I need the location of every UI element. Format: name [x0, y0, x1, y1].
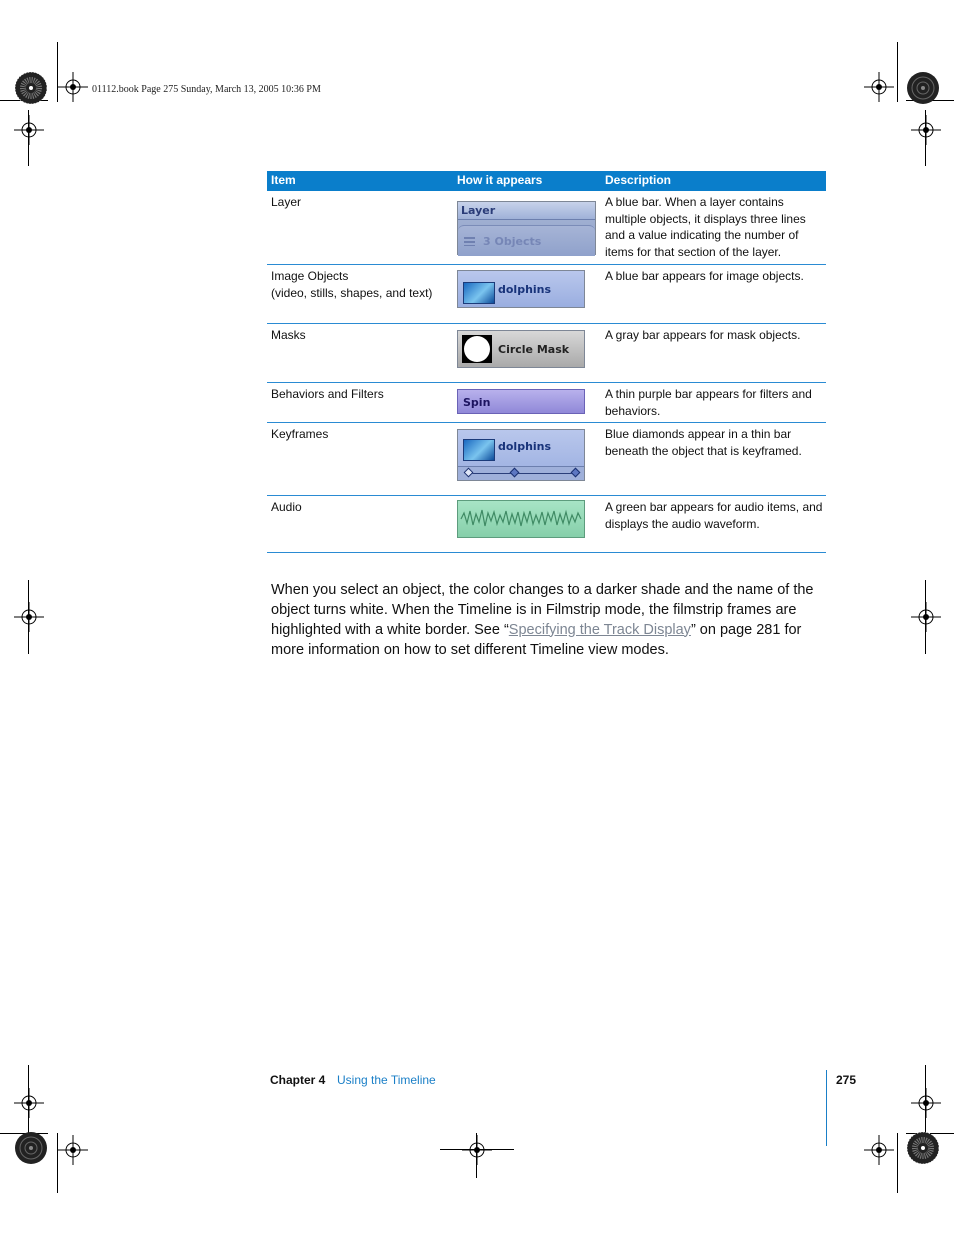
table-row: [267, 265, 826, 324]
track-display-link[interactable]: Specifying the Track Display: [508, 621, 691, 638]
header-item: Item: [271, 173, 296, 187]
registration-mark-icon: [58, 72, 88, 102]
item-title: Image Objects: [271, 269, 349, 283]
footer-chapter: Chapter 4: [270, 1073, 326, 1087]
keyframe-diamond-icon: [464, 468, 474, 478]
print-slug: 01112.book Page 275 Sunday, March 13, 2005 10:36 PM: [92, 84, 321, 95]
dolphin-thumbnail-icon: [463, 439, 495, 461]
header-how-it-appears: How it appears: [457, 173, 543, 187]
bar-sublabel: 3 Objects: [483, 235, 542, 248]
keyframe-diamond-icon: [510, 468, 520, 478]
mask-bar-image: [457, 330, 585, 368]
bar-label: Spin: [463, 396, 491, 409]
item-description: Blue diamonds appear in a thin bar beneath the object that is keyframed.: [605, 427, 802, 458]
three-lines-icon: [464, 237, 475, 246]
starburst-target-icon: [906, 71, 940, 105]
body-paragraph: [271, 580, 831, 660]
audio-waveform-icon: [458, 501, 584, 537]
registration-mark-icon: [14, 1088, 44, 1118]
registration-mark-icon: [14, 115, 44, 145]
item-description: A thin purple bar appears for filters and behaviors.: [605, 387, 812, 418]
circle-mask-icon: [462, 335, 492, 363]
layer-bar-image: [457, 201, 596, 255]
table-row: [267, 324, 826, 383]
behavior-bar-image: [457, 389, 585, 414]
item-name: Keyframes: [271, 427, 329, 441]
registration-mark-icon: [911, 1088, 941, 1118]
table-row: [267, 423, 826, 496]
item-name: Audio: [271, 500, 302, 514]
audio-bar-image: [457, 500, 585, 538]
registration-mark-icon: [911, 602, 941, 632]
starburst-target-icon: [14, 1131, 48, 1165]
table-row: [267, 496, 826, 553]
paragraph-text: When you select an object, the color changes to a darker shade and the name of the object turns white. When the Timeline is in Filmstrip mode, the filmstrip frames are highlighted with a white border. See “: [271, 581, 814, 638]
timeline-items-table: [267, 171, 826, 553]
item-name: Behaviors and Filters: [271, 387, 384, 401]
registration-mark-icon: [462, 1135, 492, 1165]
item-name: Layer: [271, 195, 302, 209]
bar-label: Layer: [461, 204, 496, 217]
keyframe-bar-image: [457, 429, 585, 481]
starburst-target-icon: [906, 1131, 940, 1165]
registration-mark-icon: [864, 72, 894, 102]
paragraph-text: ” on page 281 for more information on how to set different Timeline view modes.: [271, 621, 802, 658]
registration-mark-icon: [14, 602, 44, 632]
registration-mark-icon: [58, 1135, 88, 1165]
registration-mark-icon: [864, 1135, 894, 1165]
header-description: Description: [605, 173, 672, 187]
dolphin-thumbnail-icon: [463, 282, 495, 304]
registration-mark-icon: [911, 115, 941, 145]
item-description: A green bar appears for audio items, and displays the audio waveform.: [605, 500, 823, 531]
footer-divider: [826, 1070, 827, 1146]
keyframe-diamond-icon: [571, 468, 581, 478]
item-name: [271, 268, 451, 301]
item-description: A gray bar appears for mask objects.: [605, 328, 801, 342]
page-number: 275: [836, 1073, 857, 1087]
bar-label: dolphins: [498, 283, 552, 296]
bar-label: dolphins: [498, 440, 552, 453]
starburst-target-icon: [14, 71, 48, 105]
image-object-bar-image: [457, 270, 585, 308]
table-row: [267, 191, 826, 265]
table-header: [267, 171, 826, 191]
item-description: A blue bar. When a layer contains multiple objects, it displays three lines and a value indicating the number of items for that section of the layer.: [605, 195, 806, 259]
bar-label: Circle Mask: [498, 343, 570, 356]
item-description: A blue bar appears for image objects.: [605, 269, 804, 283]
footer-chapter-title: Using the Timeline: [337, 1073, 436, 1087]
table-row: [267, 383, 826, 423]
keyframe-strip: [458, 466, 584, 480]
item-subtitle: (video, stills, shapes, and text): [271, 285, 433, 300]
item-name: Masks: [271, 328, 306, 342]
